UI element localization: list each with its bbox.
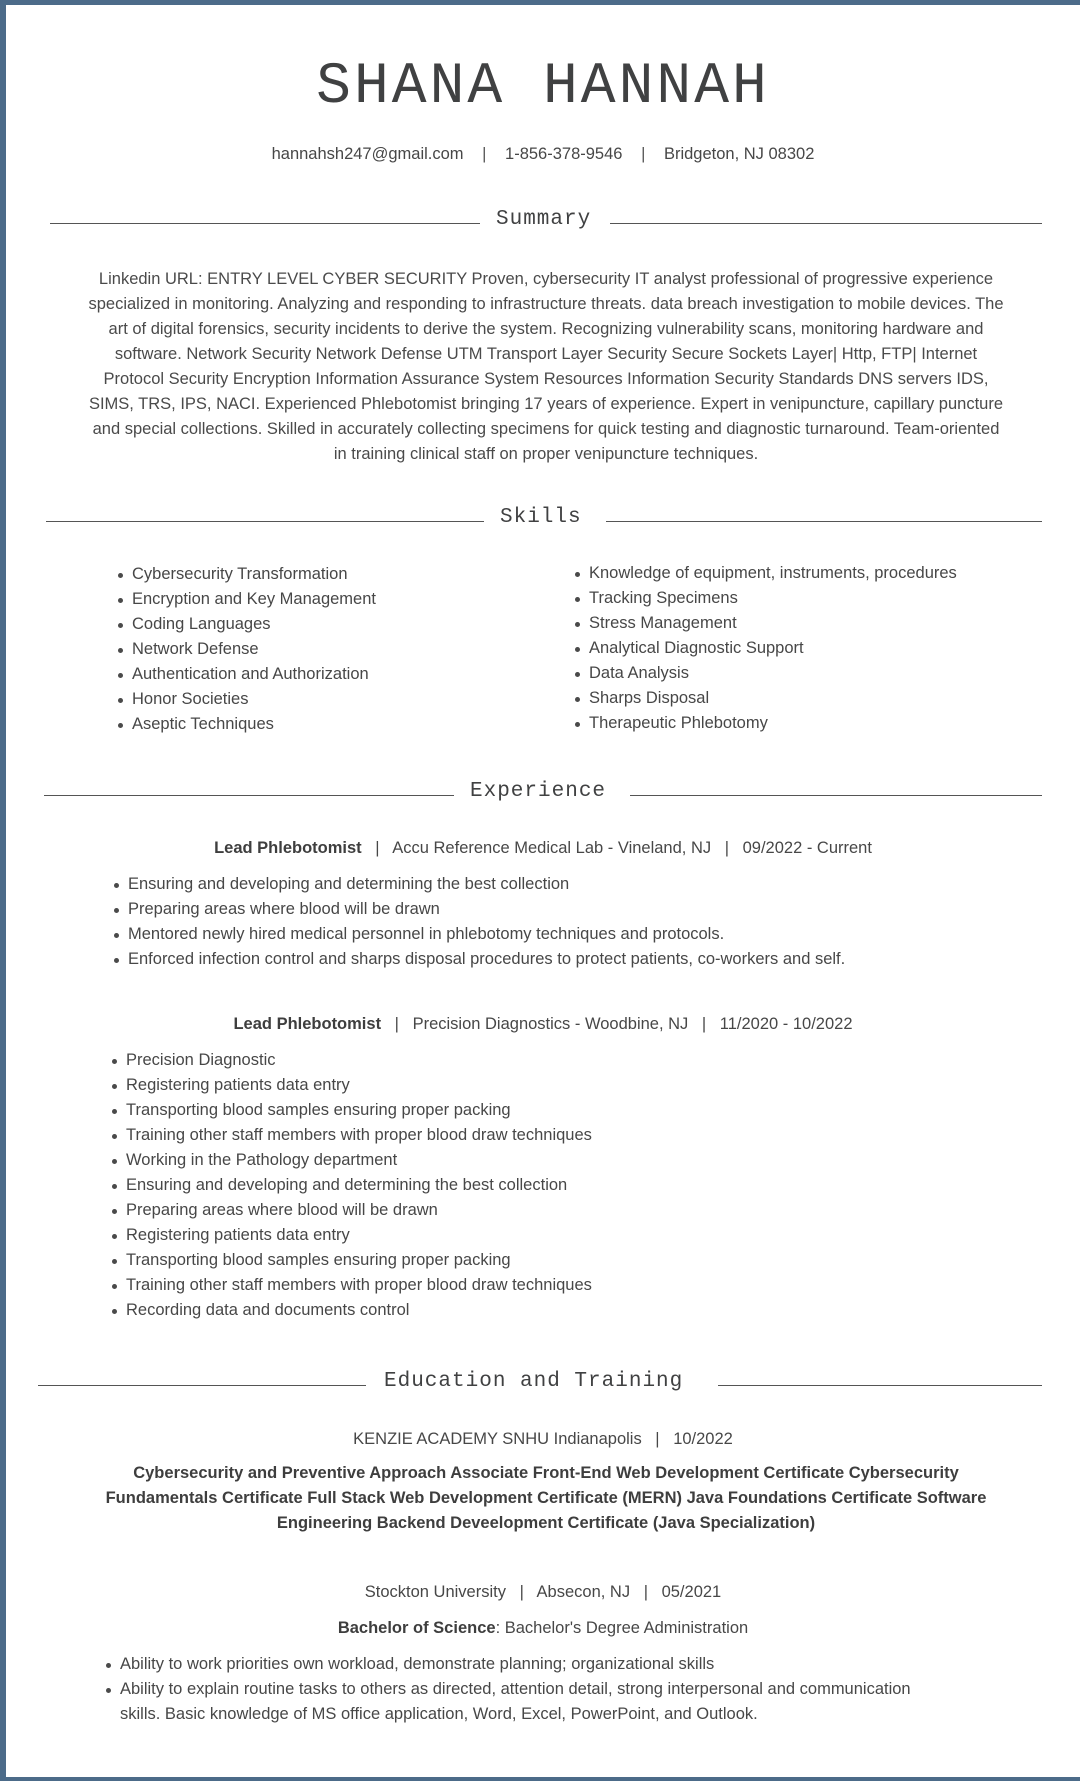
list-item: Knowledge of equipment, instruments, procedures — [573, 561, 957, 586]
summary-heading — [6, 208, 1080, 238]
list-item: Mentored newly hired medical personnel in phlebotomy techniques and protocols. — [112, 922, 845, 947]
experience-heading — [6, 780, 1080, 810]
education-degree: Bachelor of Science — [337, 1619, 496, 1637]
job-company: Accu Reference Medical Lab - Vineland, NJ — [392, 839, 712, 857]
list-item: Cybersecurity Transformation — [116, 562, 376, 587]
education-field: : Bachelor's Degree Administration — [495, 1619, 749, 1637]
job-separator: | — [701, 1015, 707, 1033]
education-school-line — [6, 1430, 1080, 1449]
list-item: Ability to work priorities own workload, demonstrate planning; organizational skills — [104, 1652, 911, 1677]
skills-list-right — [573, 561, 957, 736]
contact-line — [6, 145, 1080, 164]
heading-rule — [606, 521, 1042, 522]
job-separator: | — [724, 839, 730, 857]
list-item: Stress Management — [573, 611, 957, 636]
list-item: Encryption and Key Management — [116, 587, 376, 612]
list-item: Data Analysis — [573, 661, 957, 686]
heading-rule — [610, 223, 1042, 224]
list-item: Transporting blood samples ensuring proper packing — [110, 1248, 592, 1273]
list-item: Training other staff members with proper blood draw techniques — [110, 1273, 592, 1298]
heading-rule — [50, 223, 480, 224]
job-header — [6, 839, 1080, 858]
skills-list-left — [116, 562, 376, 737]
list-item: Preparing areas where blood will be drawn — [112, 897, 845, 922]
education-title: Education and Training — [384, 1370, 684, 1393]
list-item: Ability to explain routine tasks to others as directed, attention detail, strong interpersonal and communication — [104, 1677, 911, 1702]
contact-location: Bridgeton, NJ 08302 — [663, 145, 815, 163]
heading-rule — [46, 521, 484, 522]
education-school-line — [6, 1583, 1080, 1602]
list-item: Preparing areas where blood will be drawn — [110, 1198, 592, 1223]
education-date: 05/2021 — [661, 1583, 722, 1601]
job-title: Lead Phlebotomist — [214, 839, 362, 857]
list-item: Aseptic Techniques — [116, 712, 376, 737]
list-item: Analytical Diagnostic Support — [573, 636, 957, 661]
list-item: Therapeutic Phlebotomy — [573, 711, 957, 736]
education-school: Stockton University — [364, 1583, 506, 1601]
list-item: Registering patients data entry — [110, 1073, 592, 1098]
list-item: Coding Languages — [116, 612, 376, 637]
skills-title: Skills — [500, 506, 582, 529]
list-item: Tracking Specimens — [573, 586, 957, 611]
list-item: Training other staff members with proper blood draw techniques — [110, 1123, 592, 1148]
heading-rule — [38, 1385, 366, 1386]
education-location: Absecon, NJ — [536, 1583, 631, 1601]
education-separator: | — [643, 1583, 648, 1601]
list-item: Working in the Pathology department — [110, 1148, 592, 1173]
education-certificates: Cybersecurity and Preventive Approach Associate Front-End Web Development Certificate Cybersecurity Fundamentals Certificate Full Stack Web Development Certificate (MERN) Java Foundations Certificate Software Engineering Backend Deveelopment Certificate (Java Specialization) — [105, 1464, 987, 1532]
job-company: Precision Diagnostics - Woodbine, NJ — [412, 1015, 689, 1033]
education-heading — [6, 1370, 1080, 1400]
job-bullets — [110, 1048, 592, 1323]
list-item: Precision Diagnostic — [110, 1048, 592, 1073]
skills-heading — [6, 506, 1080, 536]
education-bullet-continuation: skills. Basic knowledge of MS office application, Word, Excel, PowerPoint, and Outlook. — [120, 1705, 758, 1723]
list-item: Network Defense — [116, 637, 376, 662]
job-dates: 09/2022 - Current — [742, 839, 872, 857]
education-separator: | — [655, 1430, 660, 1448]
education-separator: | — [519, 1583, 524, 1601]
job-header — [6, 1015, 1080, 1034]
job-separator: | — [375, 839, 380, 857]
heading-rule — [718, 1385, 1042, 1386]
education-bullets — [104, 1652, 911, 1702]
list-item: Ensuring and developing and determining the best collection — [110, 1173, 592, 1198]
list-item: Registering patients data entry — [110, 1223, 592, 1248]
list-item: Transporting blood samples ensuring proper packing — [110, 1098, 592, 1123]
list-item: Recording data and documents control — [110, 1298, 592, 1323]
candidate-name: SHANA HANNAH — [316, 55, 770, 120]
list-item: Ensuring and developing and determining the best collection — [112, 872, 845, 897]
job-bullets — [112, 872, 845, 972]
summary-text: Linkedin URL: ENTRY LEVEL CYBER SECURITY Proven, cybersecurity IT analyst professional of progressive experience specialized in monitoring. Analyzing and responding to infrastructure threats. data breach investigation to mobile devices. The art of digital forensics, security incidents to derive the system. Recognizing vulnerability scans, monitoring hardware and software. Network Security Network Defense UTM Transport Layer Security Secure Sockets Layer| Http, FTP| Internet Protocol Security Encryption Information Assurance System Resources Information Security Standards DNS servers IDS, SIMS, TRS, IPS, NACI. Experienced Phlebotomist bringing 17 years of experience. Expert in venipuncture, capillary puncture and special collections. Skilled in accurately collecting specimens for quick testing and diagnostic turnaround. Team-oriented in training clinical staff on proper venipuncture techniques. — [88, 270, 1004, 463]
education-date: 10/2022 — [673, 1430, 733, 1448]
list-item: Enforced infection control and sharps disposal procedures to protect patients, co-workers and self. — [112, 947, 845, 972]
list-item: Authentication and Authorization — [116, 662, 376, 687]
contact-phone: 1-856-378-9546 — [505, 145, 623, 163]
contact-email: hannahsh247@gmail.com — [271, 145, 464, 163]
job-separator: | — [394, 1015, 399, 1033]
experience-title: Experience — [470, 780, 607, 803]
contact-separator: | — [482, 145, 487, 163]
summary-title: Summary — [496, 208, 592, 231]
list-item: Sharps Disposal — [573, 686, 957, 711]
list-item: Honor Societies — [116, 687, 376, 712]
contact-separator: | — [641, 145, 646, 163]
heading-rule — [44, 795, 454, 796]
education-school: KENZIE ACADEMY SNHU Indianapolis — [353, 1430, 642, 1448]
job-title: Lead Phlebotomist — [233, 1015, 382, 1033]
job-dates: 11/2020 - 10/2022 — [719, 1015, 853, 1033]
heading-rule — [630, 795, 1042, 796]
education-degree-line — [6, 1619, 1080, 1638]
